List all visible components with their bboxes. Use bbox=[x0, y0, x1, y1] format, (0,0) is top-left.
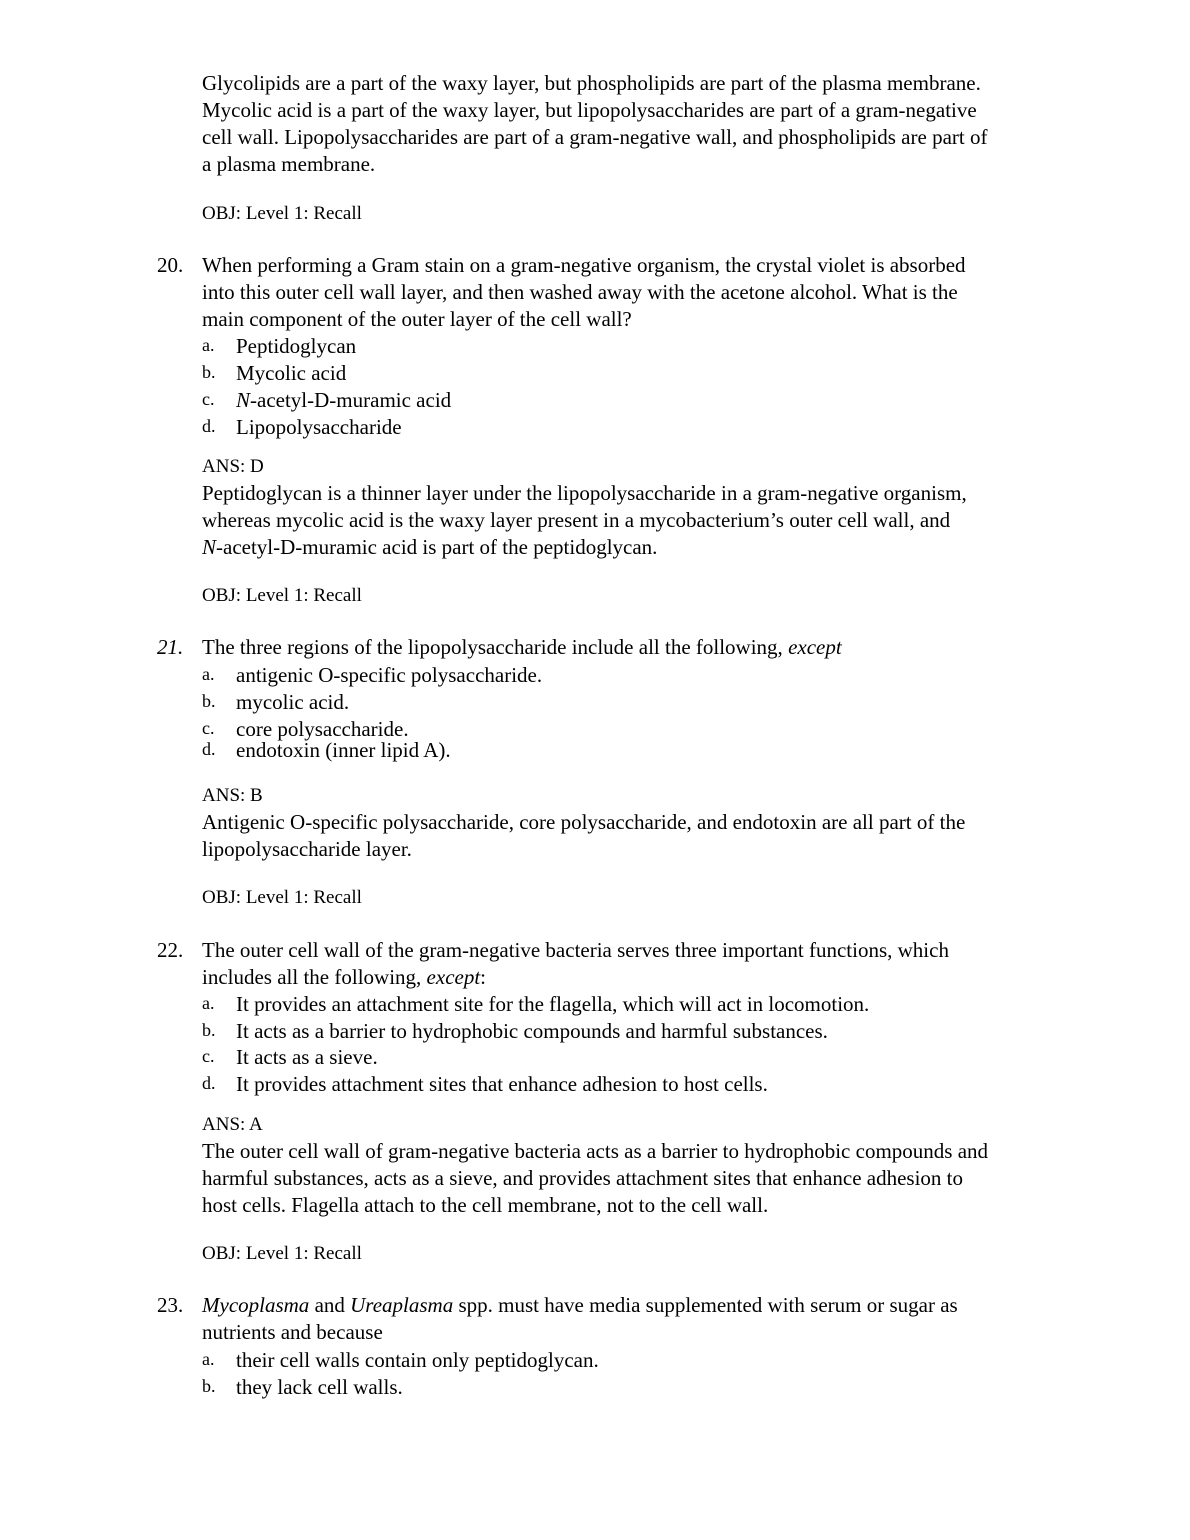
q23-number: 23. bbox=[157, 1293, 184, 1317]
option-text: It provides an attachment site for the flagella, which will act in locomotion. bbox=[236, 992, 870, 1016]
option-text: they lack cell walls. bbox=[236, 1375, 403, 1399]
q20-explanation-line-1: Peptidoglycan is a thinner layer under the lipopolysaccharide in a gram-negative organism, bbox=[202, 481, 967, 505]
q22-answer: ANS: A bbox=[202, 1114, 263, 1135]
q20-option-c bbox=[202, 386, 451, 414]
intro-line-2: Mycolic acid is a part of the waxy layer, but lipopolysaccharides are part of a gram-negative bbox=[202, 98, 977, 122]
q21-stem bbox=[202, 634, 1102, 661]
q23-option-a bbox=[202, 1346, 599, 1374]
option-letter: d. bbox=[202, 1073, 216, 1093]
stem-text: spp. must have media supplemented with serum or sugar as bbox=[453, 1293, 958, 1317]
option-text: endotoxin (inner lipid A). bbox=[236, 738, 451, 762]
q22-stem-line-2 bbox=[202, 964, 1102, 991]
q22-stem-line-1: The outer cell wall of the gram-negative bacteria serves three important functions, which bbox=[202, 938, 949, 962]
stem-italic: except bbox=[788, 635, 842, 659]
stem-text: includes all the following, bbox=[202, 965, 427, 989]
intro-line-4: a plasma membrane. bbox=[202, 152, 376, 176]
option-text: -acetyl-D-muramic acid bbox=[250, 388, 452, 412]
q22-explanation-line-1: The outer cell wall of gram-negative bacteria acts as a barrier to hydrophobic compounds and bbox=[202, 1139, 989, 1163]
q20-explanation-line-3 bbox=[202, 534, 1102, 561]
option-text: mycolic acid. bbox=[236, 690, 350, 714]
explanation-text: -acetyl-D-muramic acid is part of the peptidoglycan. bbox=[216, 535, 658, 559]
q21-number: 21. bbox=[157, 635, 184, 659]
stem-italic: Mycoplasma bbox=[202, 1293, 310, 1317]
q22-option-d bbox=[202, 1070, 768, 1098]
option-text: Peptidoglycan bbox=[236, 334, 357, 358]
option-letter: c. bbox=[202, 389, 215, 409]
q20-answer: ANS: D bbox=[202, 456, 264, 477]
option-letter: b. bbox=[202, 362, 216, 382]
option-letter: d. bbox=[202, 416, 216, 436]
q20-option-b bbox=[202, 359, 346, 387]
stem-italic: Ureaplasma bbox=[350, 1293, 454, 1317]
intro-line-1: Glycolipids are a part of the waxy layer, but phospholipids are part of the plasma membrane. bbox=[202, 71, 981, 95]
stem-text: and bbox=[309, 1293, 351, 1317]
option-text: Lipopolysaccharide bbox=[236, 415, 402, 439]
intro-line-3: cell wall. Lipopolysaccharides are part of a gram-negative wall, and phospholipids are part of bbox=[202, 125, 988, 149]
option-letter: b. bbox=[202, 1020, 216, 1040]
option-text: It acts as a sieve. bbox=[236, 1045, 378, 1069]
option-text: core polysaccharide. bbox=[236, 717, 409, 741]
option-letter: c. bbox=[202, 1046, 215, 1066]
q21-explanation-line-2: lipopolysaccharide layer. bbox=[202, 837, 412, 861]
option-letter: b. bbox=[202, 1376, 216, 1396]
q21-option-d bbox=[202, 736, 451, 764]
q22-option-a bbox=[202, 990, 869, 1018]
option-text: their cell walls contain only peptidoglycan. bbox=[236, 1348, 599, 1372]
q20-stem-line-3: main component of the outer layer of the cell wall? bbox=[202, 307, 632, 331]
option-text: It provides attachment sites that enhance adhesion to host cells. bbox=[236, 1072, 768, 1096]
q21-answer: ANS: B bbox=[202, 785, 263, 806]
q22-explanation-line-3: host cells. Flagella attach to the cell membrane, not to the cell wall. bbox=[202, 1193, 769, 1217]
q20-stem-line-2: into this outer cell wall layer, and then washed away with the acetone alcohol. What is the bbox=[202, 280, 958, 304]
q21-option-a bbox=[202, 661, 542, 689]
option-text: It acts as a barrier to hydrophobic compounds and harmful substances. bbox=[236, 1019, 828, 1043]
option-letter: b. bbox=[202, 691, 216, 711]
option-letter: a. bbox=[202, 1349, 215, 1369]
stem-italic: except bbox=[426, 965, 481, 989]
q23-stem-line-1 bbox=[202, 1292, 1102, 1319]
q22-number: 22. bbox=[157, 938, 184, 962]
q20-explanation-line-2: whereas mycolic acid is the waxy layer present in a mycobacterium’s outer cell wall, and bbox=[202, 508, 951, 532]
q20-option-a bbox=[202, 332, 356, 360]
q22-obj: OBJ: Level 1: Recall bbox=[202, 1243, 362, 1264]
q23-option-b bbox=[202, 1373, 403, 1401]
q22-option-b bbox=[202, 1017, 828, 1045]
explanation-italic: N bbox=[202, 535, 217, 559]
q22-option-c bbox=[202, 1043, 378, 1071]
q20-stem-line-1: When performing a Gram stain on a gram-negative organism, the crystal violet is absorbed bbox=[202, 253, 966, 277]
option-letter: c. bbox=[202, 718, 215, 738]
option-letter: a. bbox=[202, 993, 215, 1013]
q21-explanation-line-1: Antigenic O-specific polysaccharide, core polysaccharide, and endotoxin are all part of the bbox=[202, 810, 966, 834]
stem-text: The three regions of the lipopolysaccharide include all the following, bbox=[202, 635, 789, 659]
option-letter: d. bbox=[202, 739, 216, 759]
q21-obj: OBJ: Level 1: Recall bbox=[202, 887, 362, 908]
stem-end: : bbox=[480, 965, 487, 989]
q23-stem-line-2: nutrients and because bbox=[202, 1320, 383, 1344]
option-text: antigenic O-specific polysaccharide. bbox=[236, 663, 543, 687]
q20-option-d bbox=[202, 413, 402, 441]
option-letter: a. bbox=[202, 664, 215, 684]
option-text: Mycolic acid bbox=[236, 361, 347, 385]
q20-number: 20. bbox=[157, 253, 184, 277]
q21-option-b bbox=[202, 688, 349, 716]
option-letter: a. bbox=[202, 335, 215, 355]
option-text-italic: N bbox=[236, 388, 251, 412]
q20-obj: OBJ: Level 1: Recall bbox=[202, 585, 362, 606]
q22-explanation-line-2: harmful substances, acts as a sieve, and provides attachment sites that enhance adhesion to bbox=[202, 1166, 964, 1190]
intro-obj: OBJ: Level 1: Recall bbox=[202, 203, 362, 224]
